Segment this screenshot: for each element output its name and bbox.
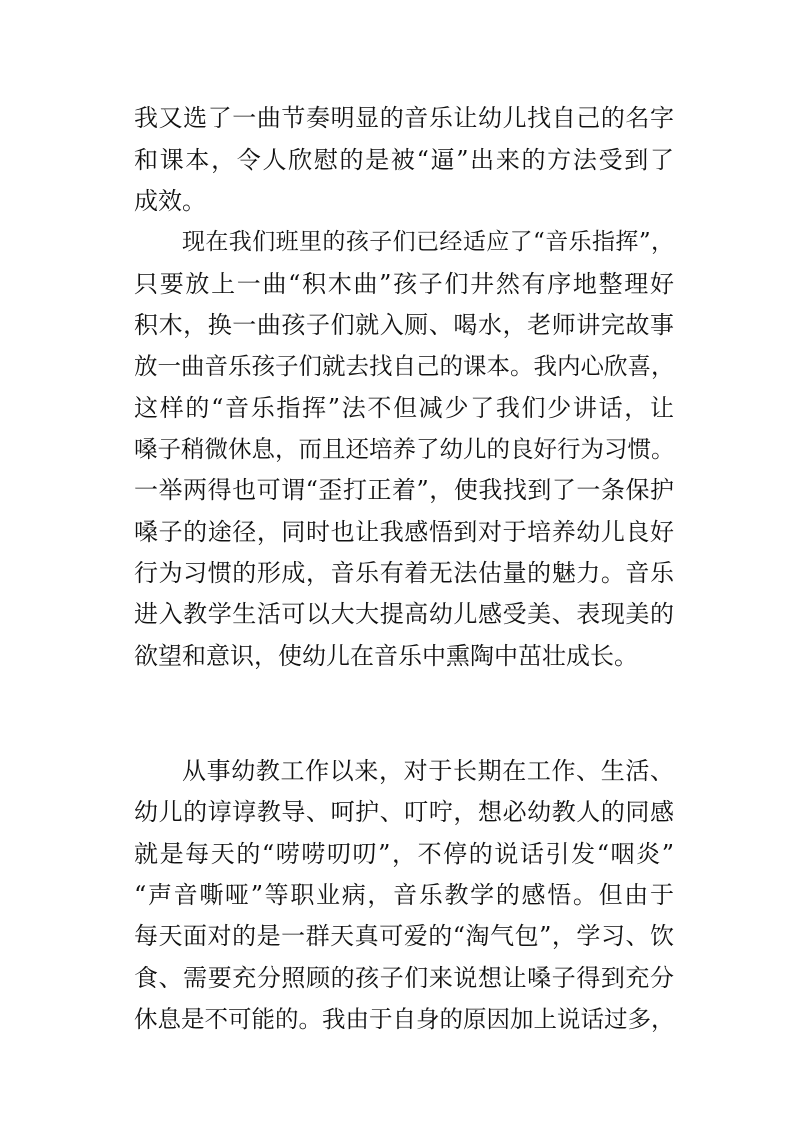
text-line: 成效。 xyxy=(134,187,206,215)
text-line: 这样的“音乐指挥”法不但减少了我们少讲话，让 xyxy=(134,394,674,422)
text-line: 食、需要充分照顾的孩子们来说想让嗓子得到充分 xyxy=(134,964,674,992)
text-line: “声音嘶哑”等职业病，音乐教学的感悟。但由于 xyxy=(134,881,674,909)
text-line: 行为习惯的形成，音乐有着无法估量的魅力。音乐 xyxy=(134,559,674,587)
text-line: 欲望和意识，使幼儿在音乐中熏陶中茁壮成长。 xyxy=(134,642,638,670)
text-line: 嗓子稍微休息，而且还培养了幼儿的良好行为习惯。 xyxy=(134,435,675,463)
text-line: 积木，换一曲孩子们就入厕、喝水，老师讲完故事 xyxy=(134,311,674,339)
text-line: 休息是不可能的。我由于自身的原因加上说话过多， xyxy=(134,1005,675,1033)
text-line: 只要放上一曲“积木曲”孩子们井然有序地整理好 xyxy=(134,270,674,298)
text-line: 和课本，令人欣慰的是被“逼”出来的方法受到了 xyxy=(134,146,674,174)
text-line: 就是每天的“唠唠叨叨”，不停的说话引发“咽炎” xyxy=(134,840,674,868)
text-line: 每天面对的是一群天真可爱的“淘气包”，学习、饮 xyxy=(134,922,674,950)
text-line: 幼儿的谆谆教导、呵护、叮咛，想必幼教人的同感 xyxy=(134,798,674,826)
text-line: 一举两得也可谓“歪打正着”，使我找到了一条保护 xyxy=(134,476,674,504)
text-line: 现在我们班里的孩子们已经适应了“音乐指挥”， xyxy=(182,229,674,255)
text-line: 进入教学生活可以大大提高幼儿感受美、表现美的 xyxy=(134,600,674,628)
text-line: 嗓子的途径，同时也让我感悟到对于培养幼儿良好 xyxy=(134,518,674,546)
text-line: 从事幼教工作以来，对于长期在工作、生活、 xyxy=(182,757,674,785)
text-line: 我又选了一曲节奏明显的音乐让幼儿找自己的名字 xyxy=(134,104,674,132)
text-line: 放一曲音乐孩子们就去找自己的课本。我内心欣喜， xyxy=(134,352,675,380)
